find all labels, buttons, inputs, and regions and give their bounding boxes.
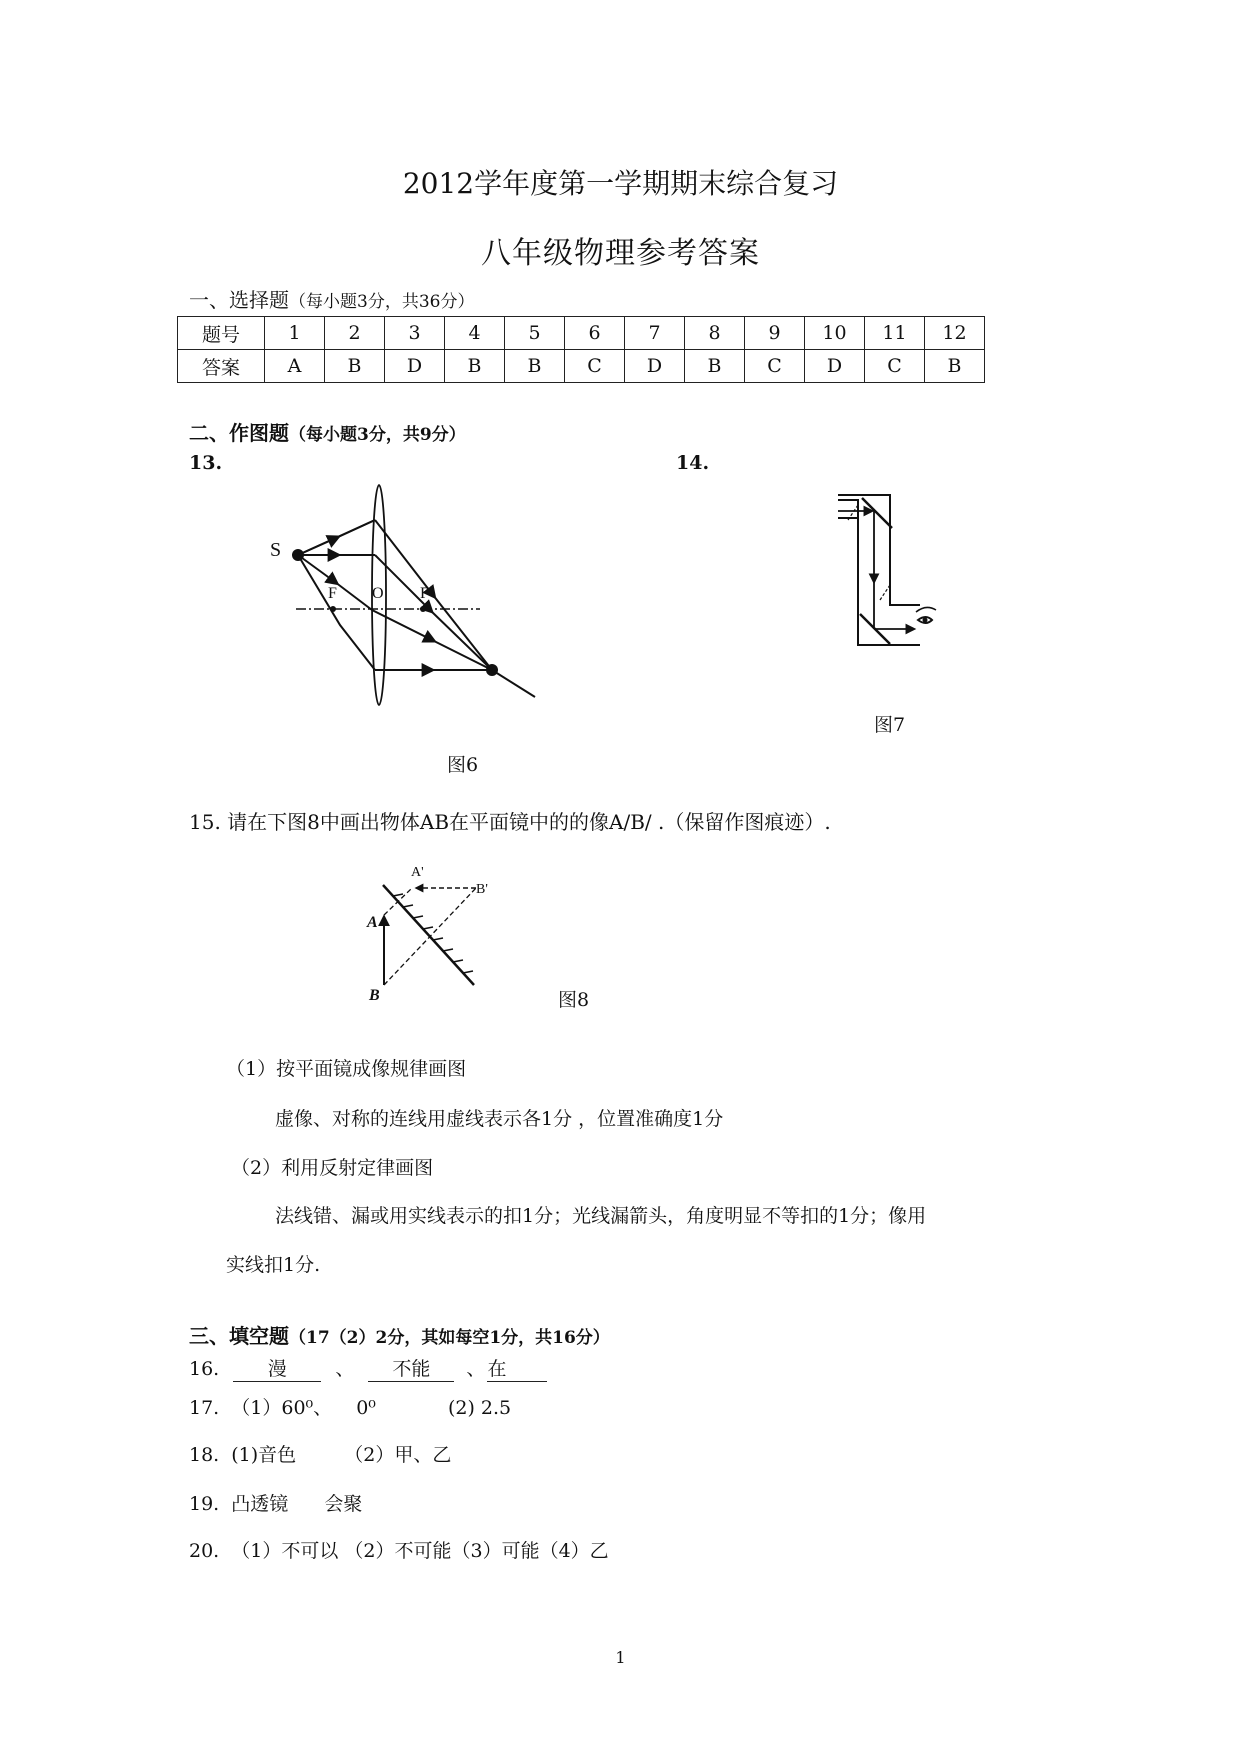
table-cell: D	[385, 350, 445, 383]
table-cell: 5	[505, 317, 565, 350]
table-cell: 1	[265, 317, 325, 350]
table-cell: A	[265, 350, 325, 383]
section2-title: 二、作图题	[189, 421, 289, 445]
table-row-answers	[178, 350, 985, 383]
table-cell: D	[805, 350, 865, 383]
table-cell: 6	[565, 317, 625, 350]
table-cell: B	[445, 350, 505, 383]
figure8-mirror-diagram	[365, 865, 495, 1005]
table-cell: 11	[865, 317, 925, 350]
q16-blank1: 漫	[233, 1357, 321, 1382]
table-cell: B	[685, 350, 745, 383]
fig8-label-b: B	[369, 987, 380, 1004]
table-row-numbers	[178, 317, 985, 350]
q20-line	[189, 1536, 609, 1563]
table-cell: 12	[925, 317, 985, 350]
section3-note: （17（2）2分，其如每空1分，共16分）	[289, 1328, 610, 1348]
table-cell: 8	[685, 317, 745, 350]
fig6-label-o: O	[372, 585, 384, 602]
q19-line	[189, 1489, 362, 1516]
q19-label: 19.	[189, 1493, 220, 1515]
q15-note-2: （2）利用反射定律画图	[231, 1157, 434, 1179]
title-line2: 八年级物理参考答案	[481, 236, 760, 271]
q17-part3: (2) 2.5	[447, 1397, 512, 1419]
table-cell: 9	[745, 317, 805, 350]
q18-line	[189, 1440, 451, 1467]
section1-note: （每小题3分，共36分）	[289, 292, 475, 312]
q17-part1: （1）60⁰、	[231, 1397, 333, 1419]
table-cell: 2	[325, 317, 385, 350]
fig8-label-a: A	[367, 914, 378, 931]
figure6-lens-diagram	[262, 490, 562, 720]
q16-label: 16.	[189, 1358, 220, 1380]
fig6-caption: 图6	[447, 754, 479, 776]
table-cell: C	[745, 350, 805, 383]
q18-label: 18.	[189, 1444, 220, 1466]
q15-text: 15. 请在下图8中画出物体AB在平面镜中的的像A/B/ .（保留作图痕迹）.	[189, 810, 831, 834]
fig7-caption: 图7	[874, 714, 906, 736]
q16-sep2: 、	[466, 1358, 486, 1380]
fig6-label-f1: F	[328, 585, 337, 602]
table-cell: 4	[445, 317, 505, 350]
table-cell: B	[505, 350, 565, 383]
q19-part2: 会聚	[324, 1493, 363, 1515]
q15-note-2-detail-line1: 法线错、漏或用实线表示的扣1分；光线漏箭头，角度明显不等扣的1分；像用	[275, 1205, 927, 1227]
table-cell: B	[325, 350, 385, 383]
fig6-label-s: S	[270, 539, 282, 561]
q17-line	[189, 1393, 511, 1420]
q17-label: 17.	[189, 1397, 220, 1419]
fig8-caption: 图8	[558, 989, 590, 1011]
table-cell: 10	[805, 317, 865, 350]
q18-part1: (1)音色	[231, 1444, 297, 1466]
q17-part2: 0⁰	[356, 1397, 376, 1419]
figure7-periscope-diagram	[830, 490, 945, 650]
q18-part2: （2）甲、乙	[344, 1444, 452, 1466]
section3-heading	[189, 1320, 610, 1349]
table-cell: D	[625, 350, 685, 383]
page-number: 1	[615, 1648, 626, 1667]
table-cell: C	[565, 350, 625, 383]
q20-text: （1）不可以 （2）不可能（3）可能（4）乙	[231, 1540, 609, 1562]
q16-blank2: 不能	[368, 1357, 454, 1382]
q20-label: 20.	[189, 1540, 220, 1562]
table-cell: B	[925, 350, 985, 383]
section3-title: 三、填空题	[189, 1324, 289, 1348]
table-cell: 3	[385, 317, 445, 350]
q16-blank3: 在	[487, 1357, 547, 1382]
fig8-label-a1: A'	[411, 865, 424, 880]
table-cell: 7	[625, 317, 685, 350]
q15-note-2-detail-line2: 实线扣1分.	[226, 1254, 321, 1276]
section2-note: （每小题3分，共9分）	[289, 425, 466, 445]
row-label-numbers: 题号	[178, 317, 265, 350]
q16-line	[189, 1354, 547, 1382]
q19-part1: 凸透镜	[231, 1493, 289, 1515]
q15-note-1-detail: 虚像、对称的连线用虚线表示各1分 ，位置准确度1分	[275, 1108, 724, 1130]
q16-sep1: 、	[335, 1358, 355, 1380]
section1-title: 一、选择题	[189, 288, 289, 312]
fig8-label-b1: B'	[476, 882, 488, 897]
table-cell: C	[865, 350, 925, 383]
q14-label: 14.	[676, 452, 710, 474]
fig6-label-f2: F	[420, 585, 429, 602]
q15-note-1: （1）按平面镜成像规律画图	[226, 1058, 467, 1080]
section2-heading	[189, 417, 466, 446]
title-line1: 2012学年度第一学期期末综合复习	[402, 167, 839, 200]
section1-heading	[189, 284, 474, 313]
answer-table	[177, 316, 985, 383]
q13-label: 13.	[189, 452, 223, 474]
row-label-answers: 答案	[178, 350, 265, 383]
